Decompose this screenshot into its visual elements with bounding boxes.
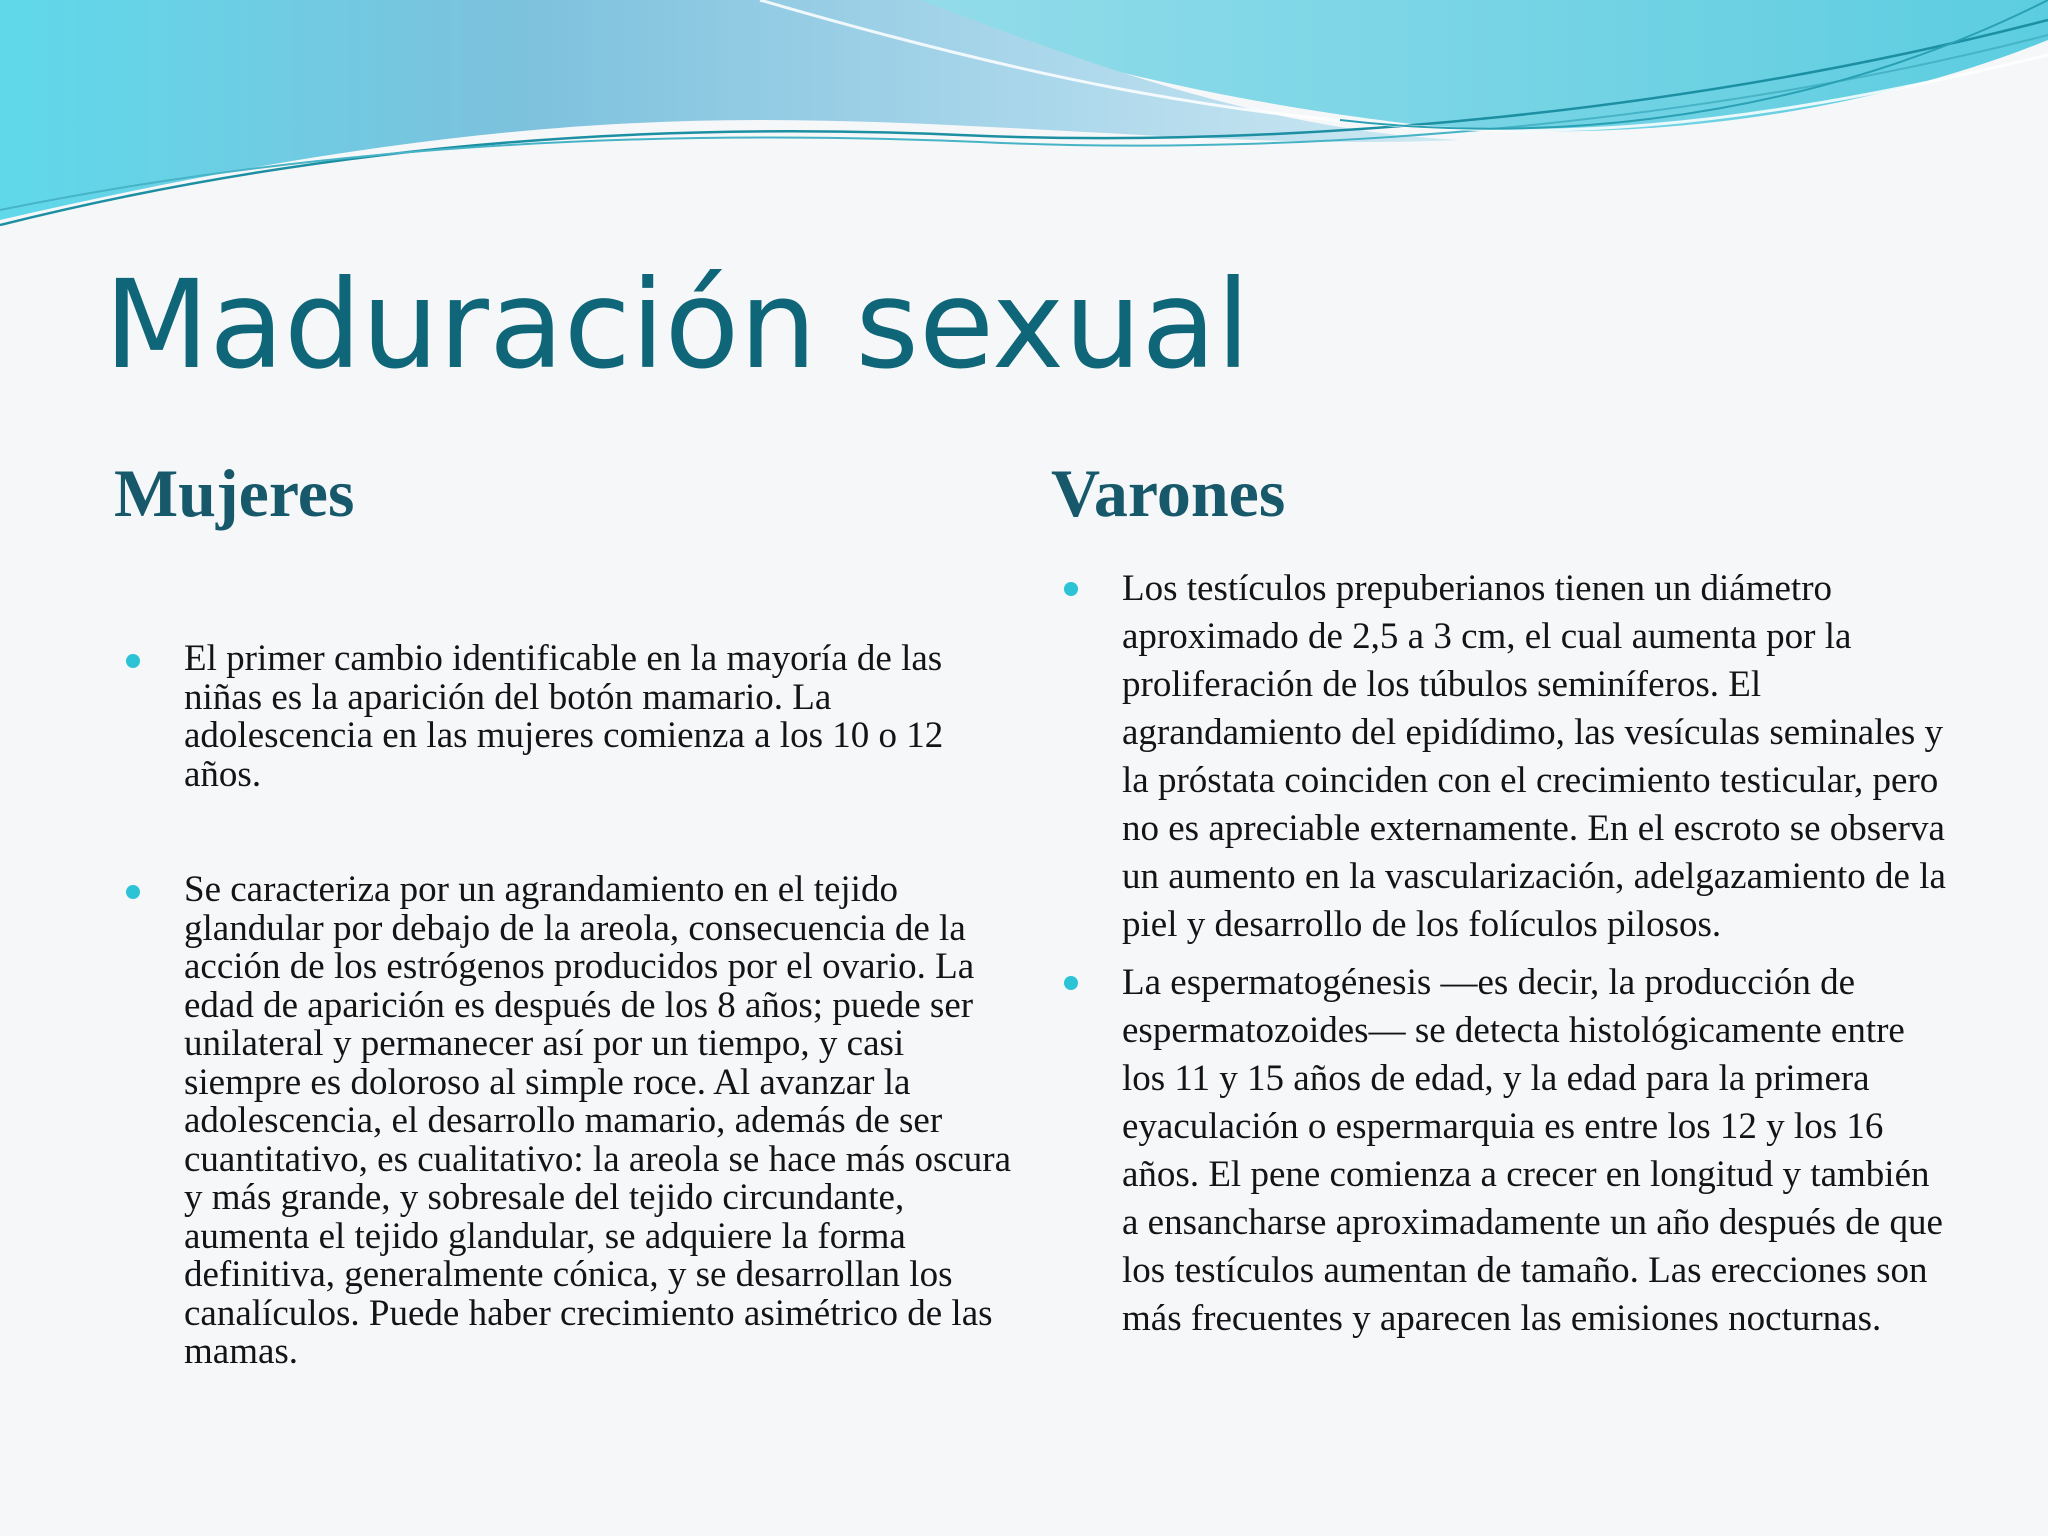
bullet-dot-icon xyxy=(1064,976,1078,990)
list-item xyxy=(114,640,1014,794)
bullet-text: Se caracteriza por un agrandamiento en el tejido glandular por debajo de la areola, consecuencia de la acción de los estrógenos producidos por el ovario. La edad de aparición es después de los 8 años; puede ser unilateral y permanecer así por un tiempo, y casi siempre es doloroso al simple roce. Al avanzar la adolescencia, el desarrollo mamario, además de ser cuantitativo, es cualitativo: la areola se hace más oscura y más grande, y sobresale del tejido circundante, aumenta el tejido glandular, se adquiere la forma definitiva, generalmente cónica, y se desarrollan los canalículos. Puede haber crecimiento asimétrico de las mamas. xyxy=(184,869,1012,1372)
slide-title: Maduración sexual xyxy=(104,254,1251,396)
bullet-text: La espermatogénesis —es decir, la producción de espermatozoides— se detecta histológicamente entre los 11 y 15 años de edad, y la edad para la primera eyaculación o espermarquia es entre los 12 y los 16 años. El pene comienza a crecer en longitud y también a ensancharse aproximadamente un año después de que los testículos aumentan de tamaño. Las erecciones son más frecuentes y aparecen las emisiones nocturnas. xyxy=(1122,962,1943,1339)
mujeres-bullet-list xyxy=(114,640,1014,1449)
bullet-text: El primer cambio identificable en la mayoría de las niñas es la aparición del botón mamario. La adolescencia en las mujeres comienza a los 10 o 12 años. xyxy=(184,638,944,795)
bullet-dot-icon xyxy=(126,885,140,899)
bullet-dot-icon xyxy=(126,654,140,668)
list-item xyxy=(1052,959,1952,1343)
varones-bullet-list xyxy=(1052,565,1952,1353)
list-item xyxy=(1052,565,1952,949)
bullet-text: Los testículos prepuberianos tienen un diámetro aproximado de 2,5 a 3 cm, el cual aumenta por la proliferación de los túbulos seminíferos. El agrandamiento del epidídimo, las vesículas seminales y la próstata coinciden con el crecimiento testicular, pero no es apreciable externamente. En el escroto se observa un aumento en la vascularización, adelgazamiento de la piel y desarrollo de los folículos pilosos. xyxy=(1122,568,1946,945)
list-item xyxy=(114,871,1014,1372)
column-heading-mujeres: Mujeres xyxy=(114,455,355,531)
bullet-dot-icon xyxy=(1064,582,1078,596)
column-heading-varones: Varones xyxy=(1051,455,1286,531)
decorative-wave-header xyxy=(0,0,2048,240)
